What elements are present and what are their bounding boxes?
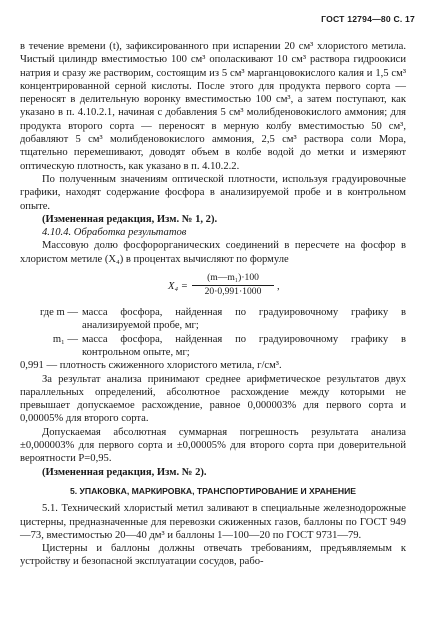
paragraph-containers: Цистерны и баллоны должны отвечать требованиям, предъявляемым к устройству и безопасной эксплуатации сосудов, рабо- [20, 543, 406, 568]
formula-denominator: 20·0,991·1000 [204, 286, 262, 298]
definition-term: где m — [39, 307, 78, 319]
definition-desc: масса фосфора, найденная по градуировочному графику в контрольном опыте, мг; [82, 333, 406, 358]
page-header: ГОСТ 12794—80 С. 17 [321, 14, 415, 24]
definition-term: m₁ — [52, 333, 78, 345]
revision-note-1: (Измененная редакция, Изм. № 1, 2). [42, 213, 218, 225]
formula-numerator: (m—m₁)·100 [192, 272, 274, 286]
definition-m [20, 306, 406, 333]
revision-note-2: (Измененная редакция, Изм. № 2). [42, 466, 207, 478]
formula [20, 272, 406, 302]
paragraph-calibration: По полученным значениям оптической плотности, используя градуировочные графики, находят содержание фосфора в анализируемой пробе и в контрольном опыте. [20, 173, 406, 212]
paragraph-5-1: 5.1. Технический хлористый метил заливают в специальные железнодорожные цистерны, предназначенные для перевозки сжиженных газов, баллоны по ГОСТ 949—73, вместимостью 20—40 дм³ и баллоны 1—100—20 по ГОСТ 9731—79. [20, 503, 406, 541]
paragraph-error: Допускаемая абсолютная суммарная погрешность результата анализа ±0,000003% для первого сорта и ±0,00005% для второго сорта при доверительной вероятности P=0,95. [20, 426, 406, 465]
section-title: 5. УПАКОВКА, МАРКИРОВКА, ТРАНСПОРТИРОВАНИЕ И ХРАНЕНИЕ [70, 485, 356, 496]
paragraph-result: За результат анализа принимают среднее арифметическое результатов двух параллельных определений, абсолютное расхождение между которыми не превышает допускаемое расхождение, равное 0,000003% для первого сорта и 0,00005% для второго сорта. [20, 373, 406, 425]
formula-fraction [192, 272, 274, 298]
definition-m1 [20, 333, 406, 360]
definition-desc: масса фосфора, найденная по градуировочному графику в анализируемой пробе, мг; [82, 307, 406, 332]
density-note: 0,991 — плотность сжиженного хлористого метила, г/см³. [20, 360, 282, 372]
subsection-heading [20, 226, 406, 239]
document-body [20, 40, 406, 569]
formula-trail: , [277, 281, 280, 293]
paragraph-procedure: в течение времени (t), зафиксированного при испарении 20 см³ хлористого метила. Чистый цилиндр вместимостью 100 см³ ополаскивают 10 см³ раствора гидроокиси натрия и сразу же растворим, состоящим из 5 см³ марганцовокислого калия и 1,5 см³ концентрированной серной кислоты. После этого для продукта первого сорта — переносят в делительную воронку вместимостью 100 см³, а затем поступают, как указано в п. 4.10.2.1, начиная с добавления 5 см³ молибденовокислого аммония; для продукта второго сорта — переносят в мерную колбу вместимостью 50 см³, добавляют 5 см³ молибденовокислого аммония, 2,5 см³ раствора соли Мора, тщательно перемешивают, доводят объем в колбе водой до метки и измеряют оптическую плотность, как указано в п. 4.10.2.2. [20, 41, 406, 172]
formula-lhs: X₄ = [168, 281, 188, 293]
paragraph-formula-intro: Массовую долю фосфорорганических соединений в пересчете на фосфор в хлористом метиле (X₄) в процентах вычисляют по формуле [20, 240, 406, 265]
subsection-heading-text: 4.10.4. Обработка результатов [42, 227, 187, 239]
